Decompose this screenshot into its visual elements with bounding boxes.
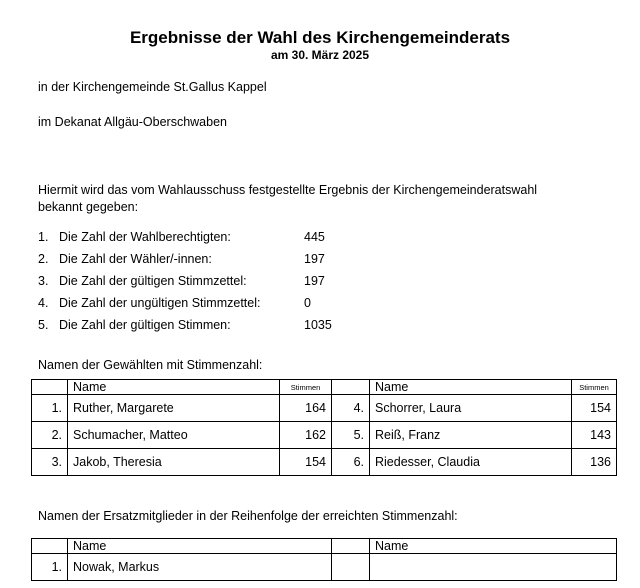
stat-value: 197 <box>304 274 325 288</box>
name-column-header: Name <box>68 380 280 395</box>
stat-row <box>38 296 358 312</box>
stat-row <box>38 230 358 246</box>
table-row <box>32 422 617 449</box>
name-cell: Schorrer, Laura <box>370 395 572 422</box>
stat-value: 445 <box>304 230 325 244</box>
name-cell: Schumacher, Matteo <box>68 422 280 449</box>
header-cell <box>32 380 68 395</box>
rank-cell: 6. <box>332 449 370 476</box>
table-row <box>32 449 617 476</box>
votes-cell: 162 <box>280 422 332 449</box>
election-date: am 30. März 2025 <box>270 48 370 62</box>
stat-value: 1035 <box>304 318 332 332</box>
stat-label: Die Zahl der ungültigen Stimmzettel: <box>59 296 261 310</box>
votes-cell: 164 <box>280 395 332 422</box>
stat-number: 3. <box>38 274 49 288</box>
stat-row <box>38 274 358 290</box>
rank-cell: 3. <box>32 449 68 476</box>
name-cell: Riedesser, Claudia <box>370 449 572 476</box>
rank-cell: 4. <box>332 395 370 422</box>
name-column-header: Name <box>68 539 332 554</box>
table-row <box>32 554 617 581</box>
stat-row <box>38 318 358 334</box>
deanery-line: im Dekanat Allgäu-Oberschwaben <box>38 115 227 129</box>
rank-cell: 5. <box>332 422 370 449</box>
header-cell <box>32 539 68 554</box>
name-cell: Jakob, Theresia <box>68 449 280 476</box>
stat-label: Die Zahl der Wähler/-innen: <box>59 252 212 266</box>
stat-label: Die Zahl der gültigen Stimmen: <box>59 318 231 332</box>
rank-cell: 1. <box>32 554 68 581</box>
substitutes-table <box>31 538 617 581</box>
elected-table <box>31 379 617 476</box>
stat-number: 2. <box>38 252 49 266</box>
name-cell: Reiß, Franz <box>370 422 572 449</box>
stat-label: Die Zahl der Wahlberechtigten: <box>59 230 231 244</box>
stat-number: 1. <box>38 230 49 244</box>
document-title: Ergebnisse der Wahl des Kirchengemeinderats <box>129 28 511 47</box>
name-column-header: Name <box>370 380 572 395</box>
intro-text: Hiermit wird das vom Wahlausschuss festgestellte Ergebnis der Kirchengemeinderatswahl bekannt gegeben: <box>38 183 538 214</box>
rank-cell: 1. <box>32 395 68 422</box>
name-cell: Ruther, Margarete <box>68 395 280 422</box>
stat-row <box>38 252 358 268</box>
votes-cell: 154 <box>280 449 332 476</box>
table-row <box>32 395 617 422</box>
votes-cell: 143 <box>572 422 617 449</box>
rank-cell <box>332 554 370 581</box>
stat-number: 5. <box>38 318 49 332</box>
parish-line: in der Kirchengemeinde St.Gallus Kappel <box>38 80 267 94</box>
table-header-row <box>32 539 617 554</box>
rank-cell: 2. <box>32 422 68 449</box>
stat-value: 197 <box>304 252 325 266</box>
stat-value: 0 <box>304 296 311 310</box>
table-header-row <box>32 380 617 395</box>
name-cell <box>370 554 617 581</box>
substitutes-heading: Namen der Ersatzmitglieder in der Reihenfolge der erreichten Stimmenzahl: <box>38 509 458 523</box>
votes-cell: 136 <box>572 449 617 476</box>
header-cell <box>332 539 370 554</box>
stat-number: 4. <box>38 296 49 310</box>
stat-label: Die Zahl der gültigen Stimmzettel: <box>59 274 247 288</box>
name-column-header: Name <box>370 539 617 554</box>
elected-heading: Namen der Gewählten mit Stimmenzahl: <box>38 358 263 372</box>
votes-column-header: Stimmen <box>572 380 617 395</box>
header-cell <box>332 380 370 395</box>
votes-column-header: Stimmen <box>280 380 332 395</box>
name-cell: Nowak, Markus <box>68 554 332 581</box>
votes-cell: 154 <box>572 395 617 422</box>
